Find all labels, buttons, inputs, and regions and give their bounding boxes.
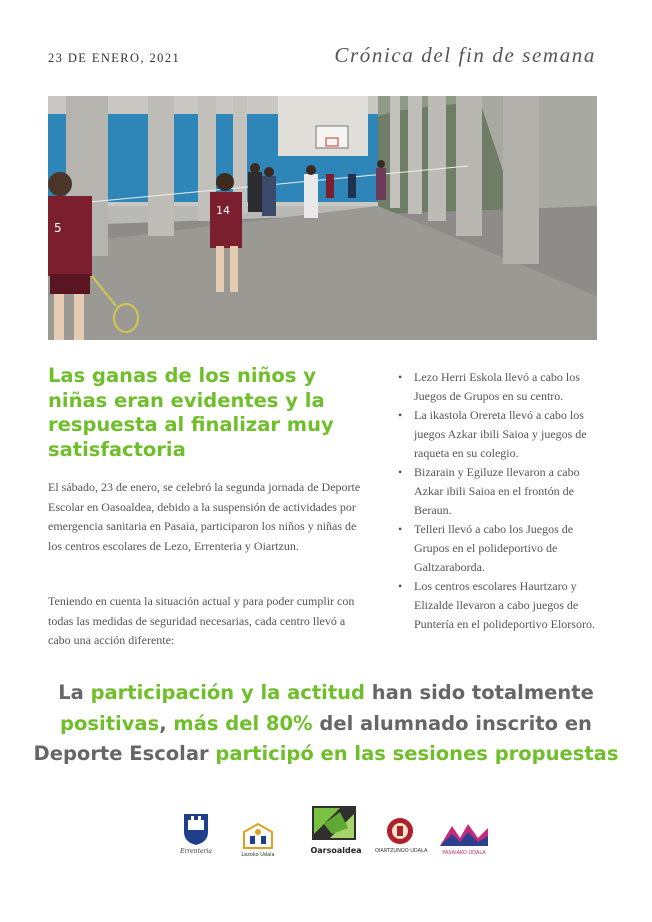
quote-part-highlight: participación y la actitud xyxy=(90,681,365,704)
article-paragraph-2: Teniendo en cuenta la situación actual y para poder cumplir con todas las medidas de seguridad necesarias, cada centro llevó a cabo una acción diferente: xyxy=(48,594,355,648)
quote-part: La xyxy=(58,681,91,704)
quote-part-highlight: más del 80% xyxy=(173,711,313,735)
quote-part: han sido totalmente xyxy=(365,681,594,704)
pasaia-caption: PASAIAKO UDALA xyxy=(442,850,486,856)
list-item: • Lezo Herri Eskola llevó a cabo los Juegos de Grupos en su centro. xyxy=(398,368,608,406)
lezo-logo xyxy=(240,822,276,858)
article-headline: Las ganas de los niños y niñas eran evidentes y la respuesta al finalizar muy satisfactoria xyxy=(48,364,334,461)
pull-quote xyxy=(20,678,632,770)
list-item: • La ikastola Orereta llevó a cabo los juegos Azkar ibili Saioa y juegos de raqueta en su colegio. xyxy=(398,406,608,463)
errenteria-caption: Errenteria xyxy=(180,848,212,855)
shirt-number-5: 5 xyxy=(54,221,62,235)
quote-part: del alumnado inscrito en Deporte Escolar xyxy=(33,711,592,765)
quote-part-highlight: participó en las sesiones propuestas xyxy=(215,742,619,765)
list-item: • Telleri llevó a cabo los Juegos de Grupos en el polideportivo de Galtzaraborda. xyxy=(398,520,608,577)
sponsor-logos xyxy=(160,800,500,870)
lezo-caption: Lezoko Udala xyxy=(241,852,275,858)
quote-part: , xyxy=(159,711,174,735)
quote-part-highlight: positivas xyxy=(60,711,160,735)
errenteria-logo xyxy=(180,812,212,855)
oiartzun-logo xyxy=(375,816,428,854)
badminton-photo xyxy=(48,96,597,340)
shirt-number-14: 14 xyxy=(216,204,230,217)
article-date: 23 DE ENERO, 2021 xyxy=(48,51,181,65)
oarsoaldea-caption: Oarsoaldea xyxy=(310,846,362,855)
section-title: Crónica del fin de semana xyxy=(334,43,596,67)
list-item: • Bizarain y Egiluze llevaron a cabo Azkar ibili Saioa en el frontón de Beraun. xyxy=(398,463,608,520)
article-paragraph-1: El sábado, 23 de enero, se celebró la segunda jornada de Deporte Escolar en Oasoaldea, debido a la suspensión de actividades por emergencia sanitaria en Pasaia, participaron los niños y niñas de los centros escolares de Lezo, Errenteria y Oiartzun. xyxy=(48,480,361,553)
list-item: • Los centros escolares Haurtzaro y Elizalde llevaron a cabo juegos de Puntería en el polideportivo Elorsoro. xyxy=(398,577,608,634)
school-activities-list xyxy=(398,368,608,634)
oiartzun-caption: OIARTZUNGO UDALA xyxy=(375,848,428,854)
pasaia-logo xyxy=(438,820,490,856)
oarsoaldea-logo xyxy=(310,804,364,855)
